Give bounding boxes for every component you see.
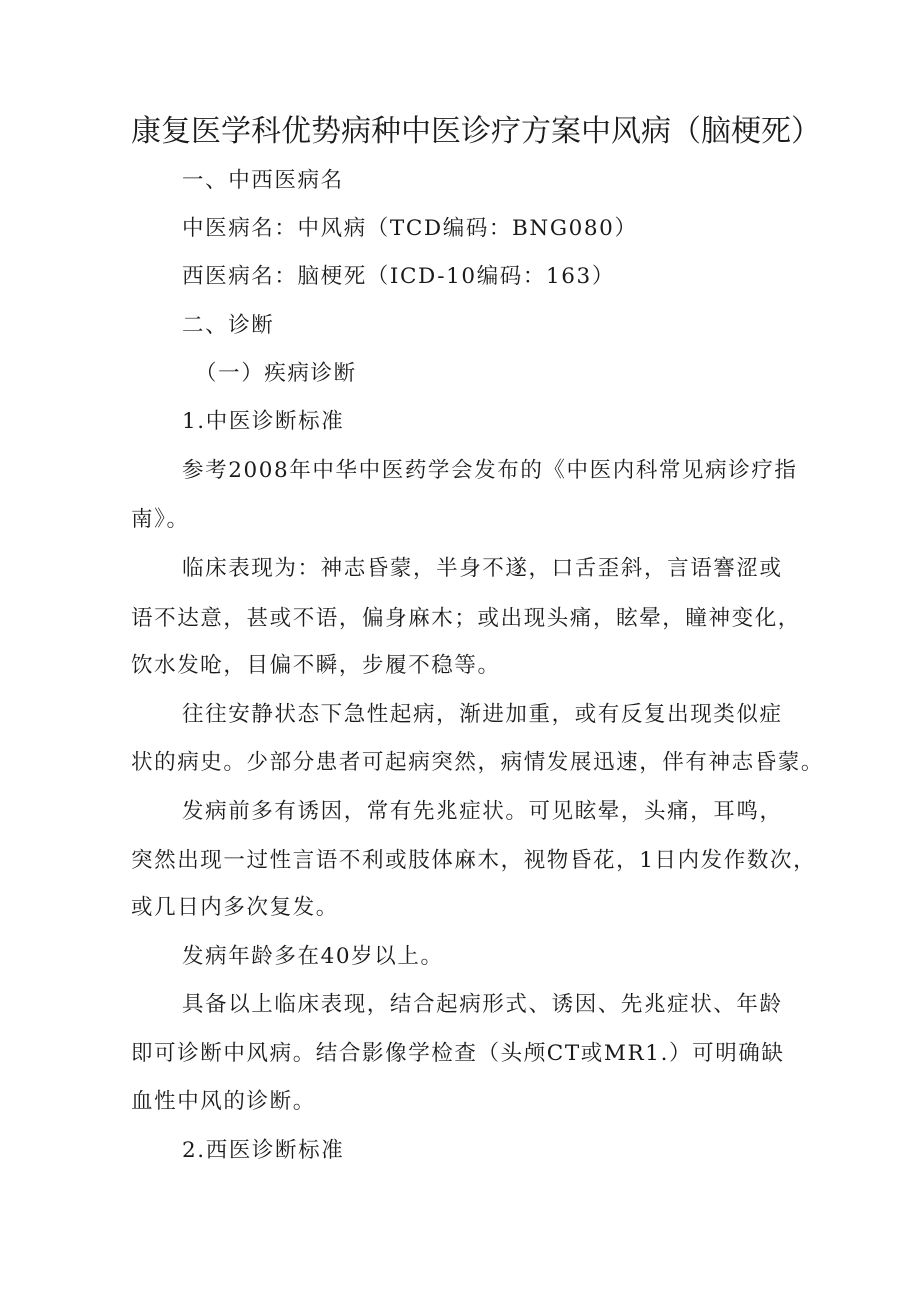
paragraph-line: 发病年龄多在40岁以上。 [182,944,444,969]
section-heading-names: 一、中西医病名 [182,168,344,193]
paragraph-line: 血性中风的诊断。 [131,1089,316,1114]
paragraph-line: 南》。 [131,507,190,532]
subheading-western-criteria: 2.西医诊断标准 [182,1138,345,1163]
paragraph-line: 状的病史。少部分患者可起病突然，病情发展迅速，伴有神志昏蒙。 [131,750,825,775]
paragraph-line: 语不达意，甚或不语，偏身麻木；或出现头痛，眩晕，瞳神变化， [131,606,801,631]
western-disease-name: 西医病名：脑梗死（ICD-10编码：163） [182,264,615,289]
paragraph-line: 往往安静状态下急性起病，渐进加重，或有反复出现类似症 [182,702,783,727]
paragraph-line: 发病前多有诱因，常有先兆症状。可见眩晕，头痛，耳鸣， [182,799,783,824]
paragraph-line: 具备以上临床表现，结合起病形式、诱因、先兆症状、年龄 [182,992,783,1017]
paragraph-line: 或几日内多次复发。 [131,895,339,920]
document-title: 康复医学科优势病种中医诊疗方案中风病（脑梗死） [131,114,821,149]
subheading-tcm-criteria: 1.中医诊断标准 [182,409,345,434]
subsection-heading-disease-diagnosis: （一）疾病诊断 [195,361,357,386]
paragraph-line: 即可诊断中风病。结合影像学检查（头颅CT或MR1.）可明确缺 [131,1041,785,1066]
paragraph-line: 饮水发呛，目偏不瞬，步履不稳等。 [131,653,501,678]
tcm-disease-name: 中医病名：中风病（TCD编码：BNG080） [182,216,638,241]
section-heading-diagnosis: 二、诊断 [182,313,275,338]
paragraph-line: 临床表现为：神志昏蒙，半身不遂，口舌歪斜，言语謇涩或 [182,556,783,581]
paragraph-line: 参考2008年中华中医药学会发布的《中医内科常见病诊疗指 [182,458,798,483]
paragraph-line: 突然出现一过性言语不利或肢体麻木，视物昏花，1日内发作数次， [131,848,817,873]
